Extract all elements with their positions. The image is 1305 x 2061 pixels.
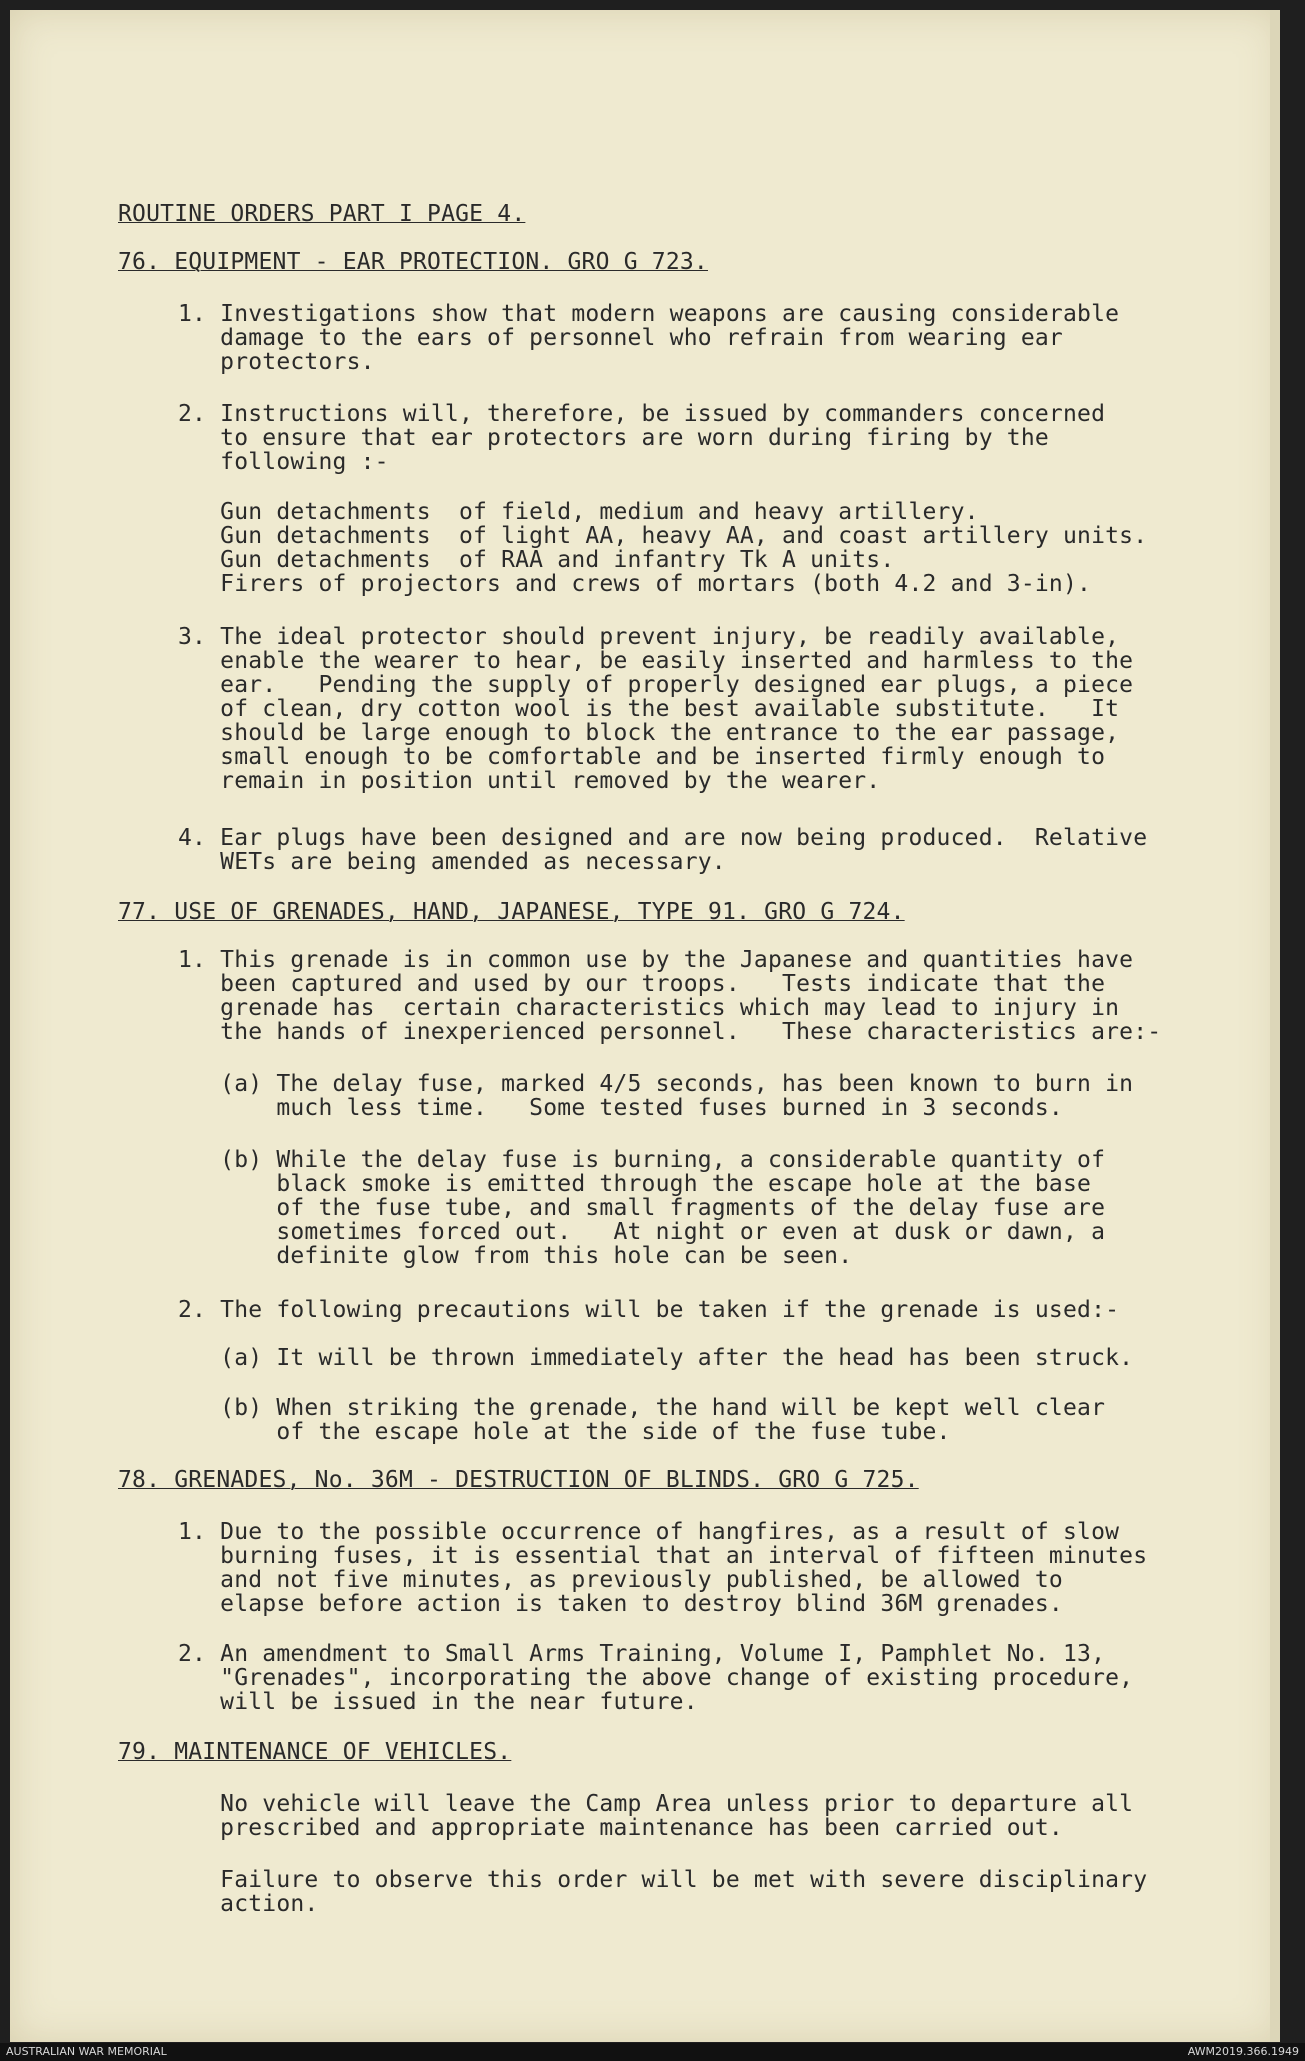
section-76-para-3-line-1: 3. The ideal protector should prevent injury, be readily available,: [178, 624, 1120, 650]
footer-credit: AUSTRALIAN WAR MEMORIAL: [6, 2045, 167, 2058]
section-76-para-2-line-1: 2. Instructions will, therefore, be issued by commanders concerned: [178, 401, 1106, 427]
section-79-para-1-line-2: prescribed and appropriate maintenance has been carried out.: [178, 1815, 1063, 1841]
section-77-para-1-line-3: grenade has certain characteristics which may lead to injury in: [178, 995, 1120, 1021]
section-76-list-line-4: Firers of projectors and crews of mortars (both 4.2 and 3-in).: [178, 571, 1092, 597]
document-page: [10, 10, 1280, 2042]
section-78-para-1-line-4: elapse before action is taken to destroy blind 36M grenades.: [178, 1591, 1063, 1617]
section-76-para-3-line-6: small enough to be comfortable and be inserted firmly enough to: [178, 744, 1106, 770]
section-76-para-3-line-3: ear. Pending the supply of properly designed ear plugs, a piece: [178, 672, 1134, 698]
section-77-item-b-line-4: sometimes forced out. At night or even at dusk or dawn, a: [178, 1219, 1106, 1245]
section-78-para-2-line-2: "Grenades", incorporating the above change of existing procedure,: [178, 1665, 1134, 1691]
section-76-list-line-2: Gun detachments of light AA, heavy AA, and coast artillery units.: [178, 523, 1148, 549]
document-text: [10, 10, 1280, 2042]
page-header: ROUTINE ORDERS PART I PAGE 4.: [118, 201, 526, 227]
section-77-para-1-line-2: been captured and used by our troops. Tests indicate that the: [178, 971, 1106, 997]
section-76-para-1-line-2: damage to the ears of personnel who refrain from wearing ear: [178, 325, 1063, 351]
section-76-para-1-line-1: 1. Investigations show that modern weapons are causing considerable: [178, 301, 1120, 327]
section-76-para-2-line-2: to ensure that ear protectors are worn during firing by the: [178, 425, 1049, 451]
section-77-item-b-line-2: black smoke is emitted through the escape hole at the base: [178, 1171, 1092, 1197]
section-76-para-1-line-3: protectors.: [178, 349, 375, 375]
section-77-title: 77. USE OF GRENADES, HAND, JAPANESE, TYPE 91. GRO G 724.: [118, 899, 905, 925]
section-76-list-line-3: Gun detachments of RAA and infantry Tk A units.: [178, 547, 895, 573]
footer-accession: AWM2019.366.1949: [1187, 2045, 1299, 2058]
section-77-item-b-line-3: of the fuse tube, and small fragments of the delay fuse are: [178, 1195, 1106, 1221]
section-78-para-1-line-1: 1. Due to the possible occurrence of hangfires, as a result of slow: [178, 1519, 1120, 1545]
section-77-para-2: 2. The following precautions will be taken if the grenade is used:-: [178, 1297, 1120, 1323]
section-77-2-item-b-line-2: of the escape hole at the side of the fuse tube.: [178, 1419, 951, 1445]
section-77-2-item-b-line-1: (b) When striking the grenade, the hand will be kept well clear: [178, 1395, 1106, 1421]
section-77-2-item-a: (a) It will be thrown immediately after the head has been struck.: [178, 1345, 1134, 1371]
section-77-item-a-line-2: much less time. Some tested fuses burned in 3 seconds.: [178, 1095, 1063, 1121]
footer-bar: [0, 2043, 1305, 2061]
section-78-para-1-line-2: burning fuses, it is essential that an interval of fifteen minutes: [178, 1543, 1148, 1569]
section-76-para-3-line-2: enable the wearer to hear, be easily inserted and harmless to the: [178, 648, 1134, 674]
section-76-title: 76. EQUIPMENT - EAR PROTECTION. GRO G 723.: [118, 249, 708, 275]
section-79-para-1-line-1: No vehicle will leave the Camp Area unless prior to departure all: [178, 1791, 1134, 1817]
section-76-list-line-1: Gun detachments of field, medium and heavy artillery.: [178, 499, 979, 525]
section-77-item-b-line-5: definite glow from this hole can be seen.: [178, 1243, 853, 1269]
section-76-para-3-line-4: of clean, dry cotton wool is the best available substitute. It: [178, 696, 1120, 722]
section-78-para-2-line-1: 2. An amendment to Small Arms Training, Volume I, Pamphlet No. 13,: [178, 1641, 1106, 1667]
section-78-para-2-line-3: will be issued in the near future.: [178, 1689, 698, 1715]
section-76-para-3-line-5: should be large enough to block the entrance to the ear passage,: [178, 720, 1120, 746]
section-78-title: 78. GRENADES, No. 36M - DESTRUCTION OF BLINDS. GRO G 725.: [118, 1467, 919, 1493]
section-79-para-2-line-1: Failure to observe this order will be met with severe disciplinary: [178, 1867, 1148, 1893]
section-76-para-4-line-1: 4. Ear plugs have been designed and are now being produced. Relative: [178, 825, 1148, 851]
section-77-item-b-line-1: (b) While the delay fuse is burning, a considerable quantity of: [178, 1147, 1106, 1173]
section-76-para-4-line-2: WETs are being amended as necessary.: [178, 849, 726, 875]
section-79-title: 79. MAINTENANCE OF VEHICLES.: [118, 1739, 512, 1765]
section-76-para-2-line-3: following :-: [178, 449, 389, 475]
section-76-para-3-line-7: remain in position until removed by the wearer.: [178, 768, 881, 794]
section-79-para-2-line-2: action.: [178, 1891, 319, 1917]
section-77-para-1-line-4: the hands of inexperienced personnel. These characteristics are:-: [178, 1019, 1162, 1045]
section-77-item-a-line-1: (a) The delay fuse, marked 4/5 seconds, has been known to burn in: [178, 1071, 1134, 1097]
section-78-para-1-line-3: and not five minutes, as previously published, be allowed to: [178, 1567, 1063, 1593]
section-77-para-1-line-1: 1. This grenade is in common use by the Japanese and quantities have: [178, 947, 1134, 973]
